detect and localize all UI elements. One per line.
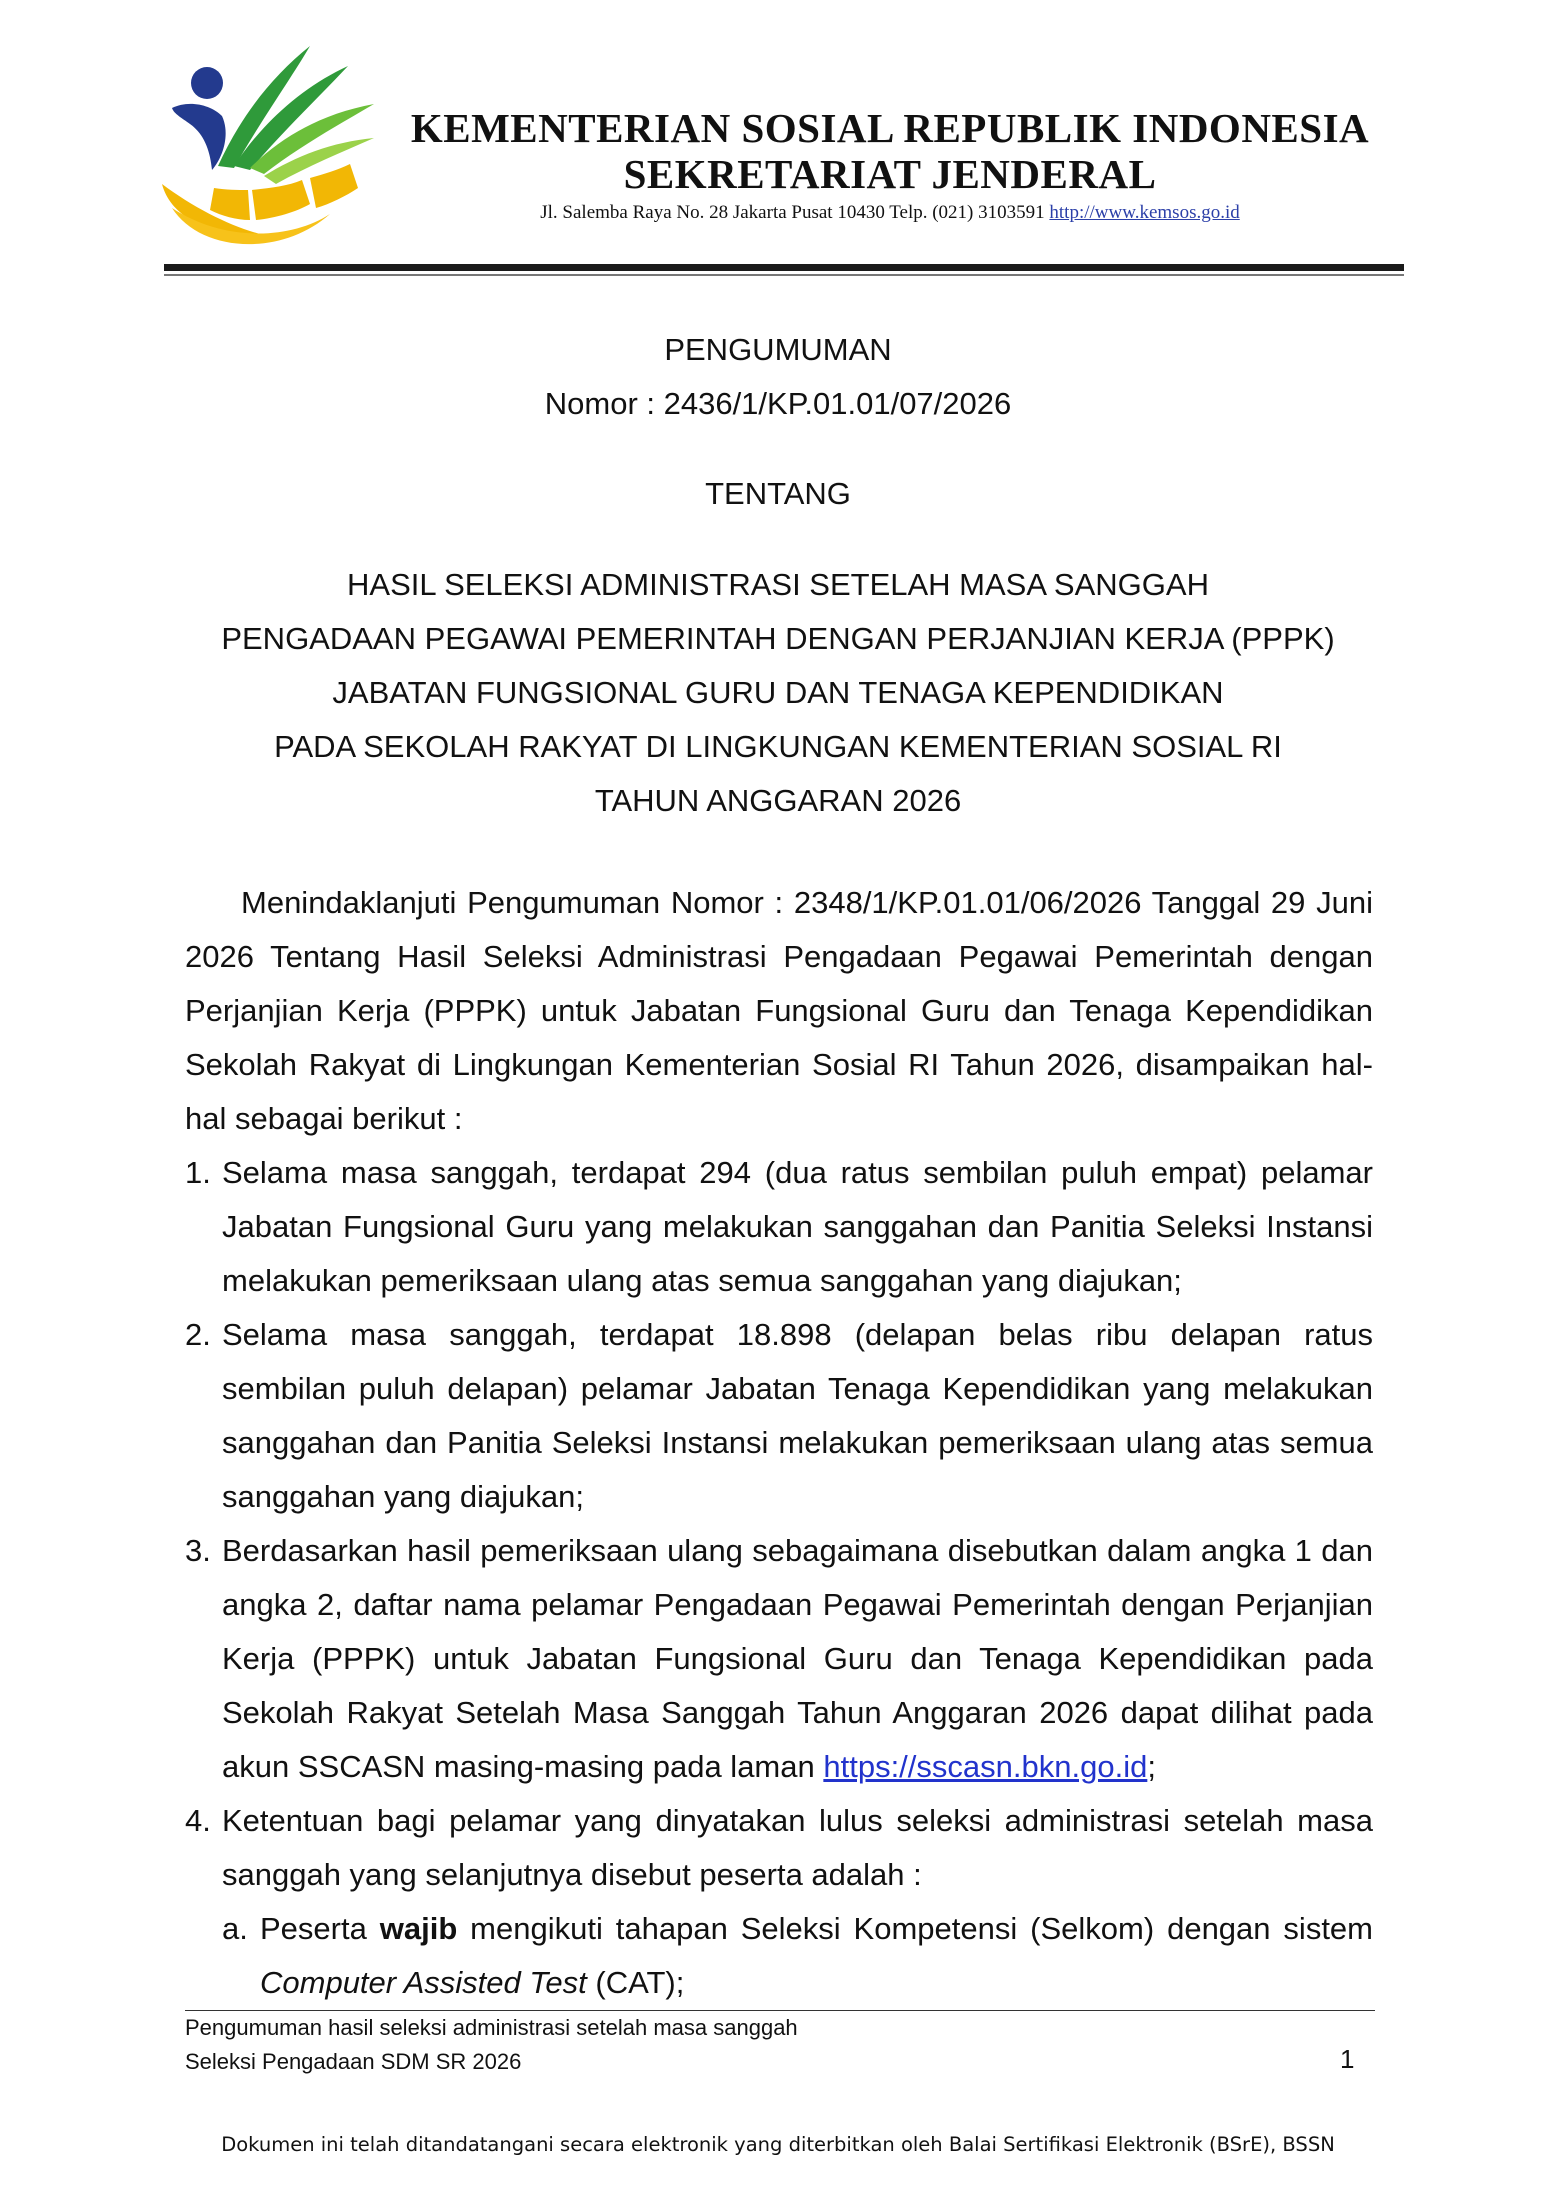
footer-divider [185, 2010, 1375, 2011]
sscasn-link[interactable]: https://sscasn.bkn.go.id [823, 1749, 1148, 1784]
item-text: Selama masa sanggah, terdapat 18.898 (delapan belas ribu delapan ratus sembilan puluh delapan) pelamar Jabatan Tenaga Kependidikan yang melakukan sanggahan dan Panitia Seleksi Instansi melakukan pemeriksaan ulang atas semua sanggahan yang diajukan; [222, 1317, 1373, 1514]
esign-notice: Dokumen ini telah ditandatangani secara elektronik yang diterbitkan oleh Balai Sertifikasi Elektronik (BSrE), BSSN [221, 2133, 1335, 2156]
letterhead-address [400, 200, 1380, 226]
footer-line-1: Pengumuman hasil seleksi administrasi setelah masa sanggah [185, 2015, 798, 2040]
item-number: 1. [185, 1155, 211, 1190]
item-text: Ketentuan bagi pelamar yang dinyatakan lulus seleksi administrasi setelah masa sanggah yang selanjutnya disebut peserta adalah : [222, 1803, 1373, 1892]
sub-list-item [222, 1902, 1373, 2010]
subject-line-4: PADA SEKOLAH RAKYAT DI LINGKUNGAN KEMENTERIAN SOSIAL RI [274, 729, 1282, 764]
sub-item-letter: a. [222, 1911, 248, 1946]
sub-item-post: (CAT); [586, 1965, 685, 2000]
sub-item-bold: wajib [379, 1911, 458, 1946]
ministry-name: KEMENTERIAN SOSIAL REPUBLIK INDONESIA [410, 105, 1370, 151]
item-number: 2. [185, 1317, 211, 1352]
announcement-body [185, 876, 1373, 2010]
list-item [185, 1524, 1373, 1794]
sub-item-mid: mengikuti tahapan Seleksi Kompetensi (Selkom) dengan sistem [457, 1911, 1373, 1946]
item-number: 4. [185, 1803, 211, 1838]
address-text: Jl. Salemba Raya No. 28 Jakarta Pusat 10430 Telp. (021) 3103591 [540, 202, 1045, 223]
website-link[interactable]: http://www.kemsos.go.id [1049, 202, 1240, 223]
sub-item-pre: Peserta [260, 1911, 380, 1946]
item-text: Selama masa sanggah, terdapat 294 (dua ratus sembilan puluh empat) pelamar Jabatan Fungsional Guru yang melakukan sanggahan dan Panitia Seleksi Instansi melakukan pemeriksaan ulang atas semua sanggahan yang diajukan; [222, 1155, 1373, 1298]
letterhead-divider-thin [164, 274, 1404, 276]
item-text: Berdasarkan hasil pemeriksaan ulang sebagaimana disebutkan dalam angka 1 dan angka 2, daftar nama pelamar Pengadaan Pegawai Pemerintah dengan Perjanjian Kerja (PPPK) untuk Jabatan Fungsional Guru dan Tenaga Kependidikan pada Sekolah Rakyat Setelah Masa Sanggah Tahun Anggaran 2026 dapat dilihat pada akun SSCASN masing-masing pada laman [222, 1533, 1373, 1784]
footer-line-2: Seleksi Pengadaan SDM SR 2026 [185, 2049, 522, 2074]
subject-line-3: JABATAN FUNGSIONAL GURU DAN TENAGA KEPENDIDIKAN [332, 675, 1224, 710]
sub-list [222, 1902, 1373, 2010]
item-list [185, 1146, 1373, 2010]
announcement-heading: PENGUMUMAN [664, 332, 892, 367]
item-number: 3. [185, 1533, 211, 1568]
item-text-tail: ; [1147, 1749, 1156, 1784]
list-item [185, 1308, 1373, 1524]
letterhead-divider [164, 264, 1404, 271]
kemensos-logo-icon [160, 38, 380, 260]
list-item [185, 1794, 1373, 2010]
subject-line-2: PENGADAAN PEGAWAI PEMERINTAH DENGAN PERJANJIAN KERJA (PPPK) [221, 621, 1335, 656]
intro-paragraph: Menindaklanjuti Pengumuman Nomor : 2348/1/KP.01.01/06/2026 Tanggal 29 Juni 2026 Tentang Hasil Seleksi Administrasi Pengadaan Pegawai Pemerintah dengan Perjanjian Kerja (PPPK) untuk Jabatan Fungsional Guru dan Tenaga Kependidikan Sekolah Rakyat di Lingkungan Kementerian Sosial RI Tahun 2026, disampaikan hal-hal sebagai berikut : [185, 885, 1373, 1136]
letterhead [400, 104, 1380, 226]
page-number: 1 [1340, 2044, 1355, 2074]
list-item [185, 1146, 1373, 1308]
unit-name: SEKRETARIAT JENDERAL [623, 151, 1157, 197]
announcement-about: TENTANG [705, 476, 851, 511]
subject-line-5: TAHUN ANGGARAN 2026 [594, 783, 962, 818]
sub-item-italic: Computer Assisted Test [260, 1965, 587, 2000]
subject-line-1: HASIL SELEKSI ADMINISTRASI SETELAH MASA SANGGAH [347, 567, 1209, 602]
announcement-number: Nomor : 2436/1/KP.01.01/07/2026 [544, 386, 1012, 421]
